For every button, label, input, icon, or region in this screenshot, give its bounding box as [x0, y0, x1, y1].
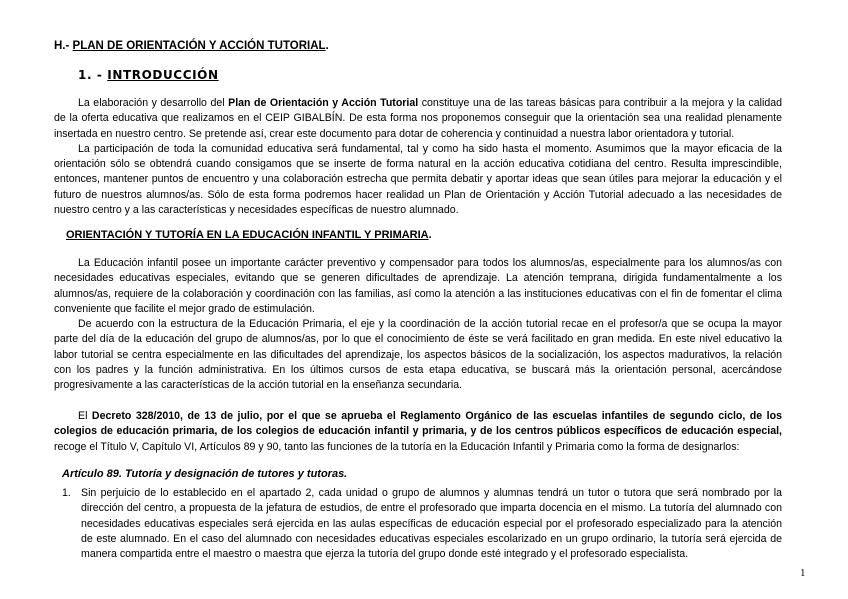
intro-p1-bold: Plan de Orientación y Acción Tutorial: [228, 97, 419, 109]
intro-heading-number: 1. -: [78, 68, 108, 82]
section-title-prefix: H.-: [54, 40, 73, 52]
intro-heading: [78, 68, 219, 82]
section2-paragraph-2: De acuerdo con la estructura de la Educación Primaria, el eje y la coordinación de la acción tutorial recae en el profesor/a que se ocupa la mayor parte del día de la educación del grupo de alumnos/as, por lo que el conocimiento de éste se verá facilitado en gran medida. En este nivel educativo la labor tutorial se centra especialmente en las dificultades del aprendizaje, los aspectos básicos de la socialización, los aspectos madurativos, la relación con los padres y la función administrativa. En los últimos cursos de esta etapa educativa, se buscará más la orientación personal, acercándose progresivamente a las características de la acción tutorial en la enseñanza secundaria.: [54, 318, 782, 392]
decree-start: El: [78, 410, 92, 422]
article-heading: [62, 468, 347, 480]
page-number: 1: [800, 567, 806, 579]
intro-p1-end: constituye una de las tareas básicas para contribuir a la mejora y la calidad de la oferta educativa que realizamos en el CEIP GIBALBÍN. De esta forma nos proponemos conseguir que la orientación sea una realidad plenamente insertada en nuestro centro. Se pretende así, crear este documento para dotar de coherencia y continuidad a nuestra labor orientadora y tutorial.: [54, 97, 782, 140]
list-item-number: 1.: [62, 487, 71, 499]
decree-paragraph: [54, 409, 782, 455]
article-list: [62, 486, 782, 562]
section-title-suffix: .: [325, 40, 329, 52]
section2-heading-suffix: .: [428, 229, 432, 241]
decree-bold: Decreto 328/2010, de 13 de julio, por el que se aprueba el Reglamento Orgánico de las escuelas infantiles de segundo ciclo, de los colegios de educación primaria, de los colegios de educación infantil y primaria, y de los centros públicos específicos de educación especial,: [54, 410, 782, 438]
intro-body: [54, 96, 782, 218]
section2-body: [54, 256, 782, 394]
intro-p1-start: La elaboración y desarrollo del: [78, 97, 229, 109]
section-title-text: PLAN DE ORIENTACIÓN Y ACCIÓN TUTORIAL: [72, 40, 326, 52]
list-item-text: Sin perjuicio de lo establecido en el apartado 2, cada unidad o grupo de alumnos y alumnas tendrá un tutor o tutora que será nombrado por la dirección del centro, a propuesta de la jefatura de estudios, de entre el profesorado que imparta docencia en el mismo. La tutoría del alumnado con necesidades educativas especiales será ejercida en las aulas específicas de educación especial por el profesorado especializado para la atención de este alumnado. En el caso del alumnado con necesidades educativas especiales escolarizado en un grupo ordinario, la tutoría será ejercida de manera compartida entre el maestro o maestra que ejerza la tutoría del grupo donde esté integrado y el profesorado especialista.: [81, 487, 782, 561]
intro-paragraph-1: [54, 96, 782, 142]
list-item: [62, 486, 782, 562]
decree-text: [54, 409, 782, 455]
section2-paragraph-1: La Educación infantil posee un importante carácter preventivo y compensador para todos los alumnos/as, especialmente para los alumnos/as con necesidades educativas especiales, evitando que se generen dificultades de aprendizaje. La atención temprana, dirigida fundamentalmente a los alumnos/as, requiere de la colaboración y coordinación con las familias, así como la atención a las instituciones educativas con el fin de fomentar el clima conveniente que facilite el mejor grado de estimulación.: [54, 257, 782, 315]
section-title: [54, 40, 329, 52]
decree-end: recoge el Título V, Capítulo VI, Artículos 89 y 90, tanto las funciones de la tutoría en la Educación Infantil y Primaria como la forma de designarlos:: [54, 440, 740, 453]
intro-paragraph-2: La participación de toda la comunidad educativa será fundamental, tal y como ha sido hasta el momento. Asumimos que la mayor eficacia de la orientación sólo se obtendrá cuando consigamos que se inserte de forma natural en la acción educativa cotidiana del centro. Resulta imprescindible, entonces, mantener puntos de encuentro y una colaboración estrecha que permita debatir y aportar ideas que sean útiles para mejorar la educación y el futuro de nuestros alumnos/as. Sólo de esta forma podremos hacer realidad un Plan de Orientación y Acción Tutorial adecuado a las necesidades de nuestro centro y a las características y necesidades específicas de nuestro alumnado.: [54, 142, 782, 217]
intro-heading-text: INTRODUCCIÓN: [107, 68, 219, 82]
article-heading-text: Artículo 89. Tutoría y designación de tutores y tutoras.: [62, 468, 348, 480]
section2-heading: [66, 229, 432, 241]
section2-heading-text: ORIENTACIÓN Y TUTORÍA EN LA EDUCACIÓN INFANTIL Y PRIMARIA: [66, 229, 429, 241]
